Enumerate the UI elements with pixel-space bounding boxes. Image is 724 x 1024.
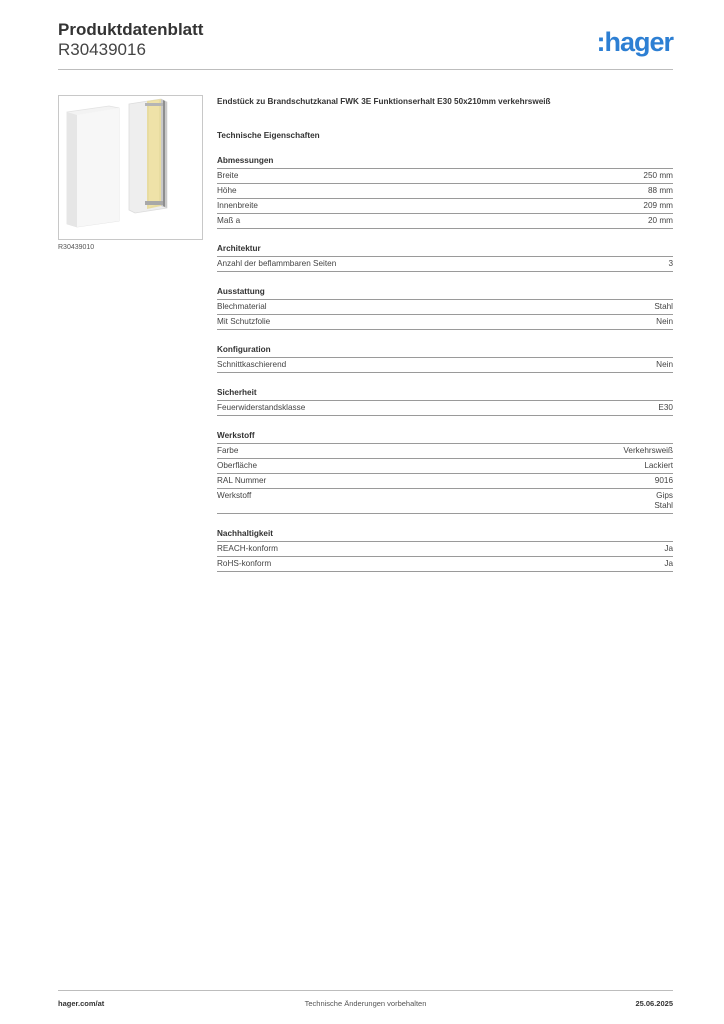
property-value-text: Stahl [654, 501, 673, 510]
footer-disclaimer: Technische Änderungen vorbehalten [304, 999, 427, 1008]
property-value [654, 491, 673, 511]
properties-groups [217, 155, 673, 572]
property-row [217, 542, 673, 557]
property-label: Blechmaterial [217, 302, 267, 311]
product-title: Endstück zu Brandschutzkanal FWK 3E Funktionserhalt E30 50x210mm verkehrsweiß [217, 97, 551, 106]
property-value [656, 360, 673, 370]
property-group [217, 286, 673, 330]
property-label: Werkstoff [217, 491, 252, 500]
property-value-text: Lackiert [644, 461, 673, 470]
property-label: REACH-konform [217, 544, 278, 553]
property-group [217, 430, 673, 514]
property-value-text: Nein [656, 317, 673, 326]
property-row [217, 169, 673, 184]
property-value-text: Gips [656, 491, 673, 500]
property-row [217, 444, 673, 459]
property-group [217, 243, 673, 272]
property-value-text: Verkehrsweiß [623, 446, 673, 455]
property-row [217, 300, 673, 315]
property-value [664, 544, 673, 554]
property-row [217, 474, 673, 489]
group-title: Ausstattung [217, 286, 673, 300]
group-title: Abmessungen [217, 155, 673, 169]
property-label: Oberfläche [217, 461, 258, 470]
property-value [648, 216, 673, 226]
property-value [644, 461, 673, 471]
group-title: Konfiguration [217, 344, 673, 358]
property-group [217, 155, 673, 229]
group-title: Sicherheit [217, 387, 673, 401]
document-footer [58, 990, 673, 1010]
property-label: RoHS-konform [217, 559, 272, 568]
property-row [217, 184, 673, 199]
property-group [217, 387, 673, 416]
property-row [217, 401, 673, 416]
footer-website[interactable]: hager.com/at [58, 999, 105, 1008]
property-value [655, 476, 673, 486]
property-label: Anzahl der beflammbaren Seiten [217, 259, 337, 268]
property-value [668, 259, 673, 269]
property-value-text: 20 mm [647, 216, 673, 225]
property-row [217, 257, 673, 272]
property-value-text: 88 mm [647, 186, 673, 195]
property-value-text: 250 mm [643, 171, 673, 180]
product-illustration [59, 96, 202, 239]
property-label: Innenbreite [217, 201, 258, 210]
document-title: Produktdatenblatt [58, 20, 204, 39]
property-label: Schnittkaschierend [217, 360, 287, 369]
property-group [217, 344, 673, 373]
property-label: Farbe [217, 446, 239, 455]
property-row [217, 214, 673, 229]
property-value-text: E30 [658, 403, 673, 412]
property-value [658, 403, 673, 413]
property-row [217, 557, 673, 572]
property-value [654, 302, 673, 312]
property-value [656, 317, 673, 327]
property-value-text: 209 mm [643, 201, 673, 210]
property-row [217, 358, 673, 373]
property-row [217, 199, 673, 214]
property-row [217, 459, 673, 474]
section-heading: Technische Eigenschaften [217, 131, 320, 140]
hager-logo: :hager [596, 27, 673, 57]
property-label: Maß a [217, 216, 241, 225]
document-number: R30439016 [58, 40, 146, 59]
document-header [58, 20, 673, 70]
property-label: Mit Schutzfolie [217, 317, 271, 326]
property-value [643, 171, 673, 181]
property-label: Breite [217, 171, 239, 180]
property-value-text: Ja [664, 544, 673, 553]
property-row [217, 489, 673, 514]
property-value-text: 3 [668, 259, 673, 268]
property-value-text: 9016 [654, 476, 673, 485]
property-value [643, 201, 673, 211]
product-details [217, 96, 673, 572]
property-group [217, 528, 673, 572]
property-value-text: Nein [656, 360, 673, 369]
property-label: Feuerwiderstandsklasse [217, 403, 306, 412]
property-value [648, 186, 673, 196]
property-value [664, 559, 673, 569]
property-value-text: Ja [664, 559, 673, 568]
product-image [58, 95, 203, 240]
property-value-text: Stahl [654, 302, 673, 311]
property-value [623, 446, 673, 456]
image-caption: R30439010 [58, 244, 95, 251]
property-label: Höhe [217, 186, 237, 195]
property-label: RAL Nummer [217, 476, 267, 485]
group-title: Architektur [217, 243, 673, 257]
property-row [217, 315, 673, 330]
group-title: Nachhaltigkeit [217, 528, 673, 542]
group-title: Werkstoff [217, 430, 673, 444]
footer-date: 25.06.2025 [635, 999, 673, 1008]
